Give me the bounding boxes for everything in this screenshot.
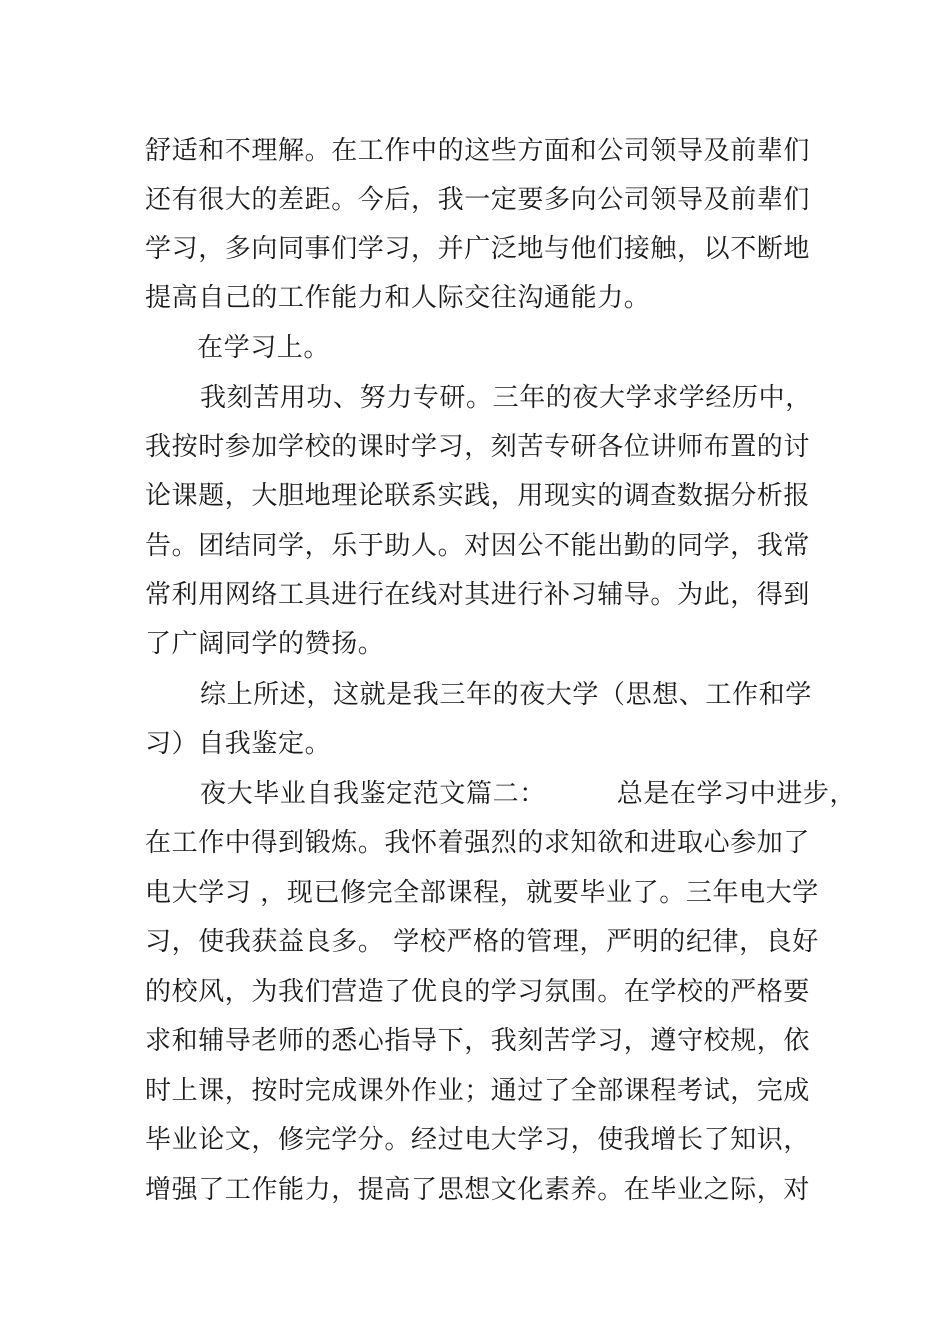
paragraph-line: 学习，多向同事们学习，并广泛地与他们接触，以不断地 — [145, 234, 811, 264]
paragraph-line: 夜大毕业自我鉴定范文篇二： 总是在学习中进步， — [200, 779, 857, 809]
paragraph-line: 在工作中得到锻炼。我怀着强烈的求知欲和进取心参加了 — [145, 828, 811, 858]
paragraph-line: 综上所述，这就是我三年的夜大学（思想、工作和学 — [200, 680, 812, 710]
paragraph-line: 了广阔同学的赞扬。 — [145, 629, 385, 659]
paragraph-line: 常利用网络工具进行在线对其进行补习辅导。为此，得到 — [145, 580, 811, 610]
paragraph-line: 提高自己的工作能力和人际交往沟通能力。 — [145, 283, 651, 313]
paragraph-line: 还有很大的差距。今后，我一定要多向公司领导及前辈们 — [145, 185, 811, 215]
paragraph-line: 增强了工作能力，提高了思想文化素养。在毕业之际，对 — [145, 1175, 811, 1205]
paragraph-line: 论课题，大胆地理论联系实践，用现实的调查数据分析报 — [145, 481, 811, 511]
paragraph-line: 我刻苦用功、努力专研。三年的夜大学求学经历中， — [200, 383, 812, 413]
paragraph-line: 时上课，按时完成课外作业；通过了全部课程考试，完成 — [145, 1076, 811, 1106]
paragraph-line: 我按时参加学校的课时学习，刻苦专研各位讲师布置的讨 — [145, 432, 811, 462]
paragraph-line: 习）自我鉴定。 — [145, 729, 332, 759]
section-heading: 在学习上。 — [197, 333, 331, 363]
paragraph-line: 的校风，为我们营造了优良的学习氛围。在学校的严格要 — [145, 977, 811, 1007]
paragraph-line: 电大学习 ，现已修完全部课程，就要毕业了。三年电大学 — [145, 878, 819, 908]
paragraph-line: 求和辅导老师的悉心指导下，我刻苦学习，遵守校规，依 — [145, 1026, 811, 1056]
paragraph-line: 习，使我获益良多。 学校严格的管理，严明的纪律，良好 — [145, 927, 819, 957]
paragraph-line: 毕业论文，修完学分。经过电大学习，使我增长了知识， — [145, 1125, 811, 1155]
paragraph-line: 舒适和不理解。在工作中的这些方面和公司领导及前辈们 — [145, 136, 811, 166]
paragraph-line: 告。团结同学，乐于助人。对因公不能出勤的同学，我常 — [145, 531, 811, 561]
